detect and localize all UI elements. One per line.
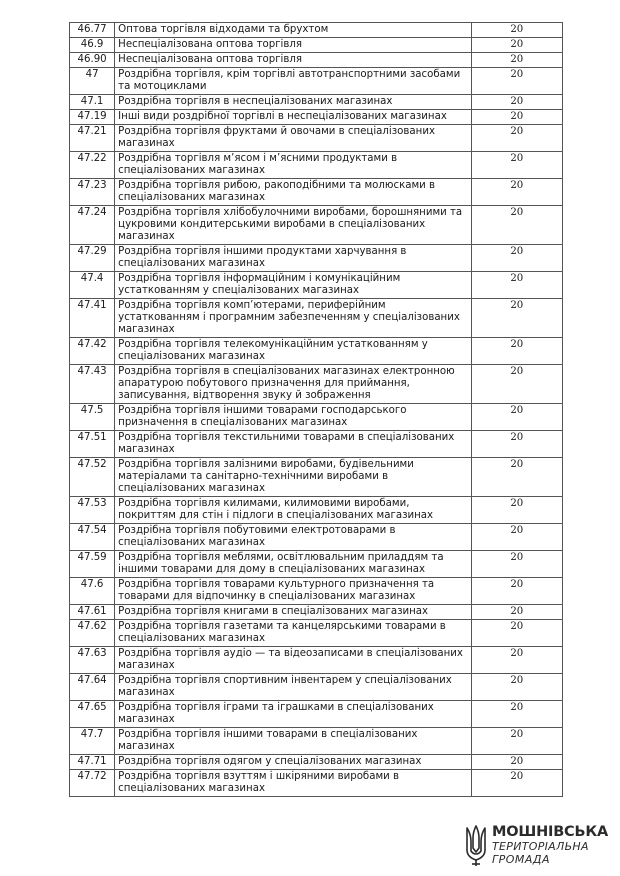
table-row xyxy=(70,365,563,404)
rate-value-cell: 20 xyxy=(471,245,562,272)
table-row xyxy=(70,620,563,647)
activity-code-cell: 47.41 xyxy=(70,299,115,338)
activity-code-cell: 47.29 xyxy=(70,245,115,272)
table-row xyxy=(70,206,563,245)
activity-code-cell: 47.1 xyxy=(70,95,115,110)
activity-code-cell: 47.62 xyxy=(70,620,115,647)
activity-code-cell: 47.53 xyxy=(70,497,115,524)
activity-code-cell: 47.63 xyxy=(70,647,115,674)
rate-value-cell: 20 xyxy=(471,68,562,95)
activity-code-cell: 47.19 xyxy=(70,110,115,125)
activity-code-cell: 47.72 xyxy=(70,770,115,797)
activity-description-cell: Роздрібна торгівля м’ясом і м’ясними продуктами в спеціалізованих магазинах xyxy=(115,152,471,179)
table-row xyxy=(70,179,563,206)
logo-line-2: ТЕРИТОРІАЛЬНА xyxy=(492,840,589,853)
activity-code-cell: 47.4 xyxy=(70,272,115,299)
activity-code-cell: 47.23 xyxy=(70,179,115,206)
activity-code-cell: 47.7 xyxy=(70,728,115,755)
activity-code-cell: 47.59 xyxy=(70,551,115,578)
activity-description-cell: Оптова торгівля відходами та брухтом xyxy=(115,23,471,38)
activity-description-cell: Роздрібна торгівля в неспеціалізованих магазинах xyxy=(115,95,471,110)
table-row xyxy=(70,431,563,458)
rate-value-cell: 20 xyxy=(471,578,562,605)
rate-value-cell: 20 xyxy=(471,755,562,770)
rate-value-cell: 20 xyxy=(471,110,562,125)
table-row xyxy=(70,674,563,701)
table-row xyxy=(70,299,563,338)
rate-value-cell: 20 xyxy=(471,431,562,458)
activity-description-cell: Роздрібна торгівля комп’ютерами, периферійним устаткованням і програмним забезпеченням у спеціалізованих магазинах xyxy=(115,299,471,338)
activity-code-cell: 47.64 xyxy=(70,674,115,701)
activity-description-cell: Роздрібна торгівля товарами культурного призначення та товарами для відпочинку в спеціалізованих магазинах xyxy=(115,578,471,605)
activity-description-cell: Роздрібна торгівля фруктами й овочами в спеціалізованих магазинах xyxy=(115,125,471,152)
activity-description-cell: Роздрібна торгівля спортивним інвентарем у спеціалізованих магазинах xyxy=(115,674,471,701)
activity-description-cell: Роздрібна торгівля іграми та іграшками в спеціалізованих магазинах xyxy=(115,701,471,728)
activity-description-cell: Роздрібна торгівля книгами в спеціалізованих магазинах xyxy=(115,605,471,620)
activity-description-cell: Роздрібна торгівля текстильними товарами в спеціалізованих магазинах xyxy=(115,431,471,458)
rate-value-cell: 20 xyxy=(471,620,562,647)
table-row xyxy=(70,497,563,524)
rate-value-cell: 20 xyxy=(471,605,562,620)
activity-code-cell: 46.9 xyxy=(70,38,115,53)
rate-value-cell: 20 xyxy=(471,38,562,53)
table-row xyxy=(70,38,563,53)
rate-value-cell: 20 xyxy=(471,338,562,365)
activity-description-cell: Роздрібна торгівля килимами, килимовими виробами, покриттям для стін і підлоги в спеціалізованих магазинах xyxy=(115,497,471,524)
table-row xyxy=(70,23,563,38)
activity-description-cell: Роздрібна торгівля іншими товарами господарського призначення в спеціалізованих магазинах xyxy=(115,404,471,431)
table-row xyxy=(70,701,563,728)
rate-value-cell: 20 xyxy=(471,179,562,206)
rate-value-cell: 20 xyxy=(471,647,562,674)
activity-code-cell: 46.90 xyxy=(70,53,115,68)
activity-description-cell: Роздрібна торгівля телекомунікаційним устаткованням у спеціалізованих магазинах xyxy=(115,338,471,365)
activity-description-cell: Роздрібна торгівля іншими товарами в спеціалізованих магазинах xyxy=(115,728,471,755)
table-row xyxy=(70,728,563,755)
activity-description-cell: Роздрібна торгівля одягом у спеціалізованих магазинах xyxy=(115,755,471,770)
activity-code-cell: 46.77 xyxy=(70,23,115,38)
activity-description-cell: Неспеціалізована оптова торгівля xyxy=(115,53,471,68)
activity-code-cell: 47.22 xyxy=(70,152,115,179)
activity-code-cell: 47.54 xyxy=(70,524,115,551)
community-logo xyxy=(464,824,609,868)
table-row xyxy=(70,605,563,620)
activity-code-cell: 47.52 xyxy=(70,458,115,497)
activity-code-cell: 47.65 xyxy=(70,701,115,728)
activity-code-cell: 47.6 xyxy=(70,578,115,605)
activity-description-cell: Роздрібна торгівля аудіо — та відеозаписами в спеціалізованих магазинах xyxy=(115,647,471,674)
rate-value-cell: 20 xyxy=(471,458,562,497)
activity-code-cell: 47.5 xyxy=(70,404,115,431)
table-row xyxy=(70,647,563,674)
activity-codes-table xyxy=(69,22,563,797)
table-row xyxy=(70,404,563,431)
activity-code-cell: 47.51 xyxy=(70,431,115,458)
activity-code-cell: 47.42 xyxy=(70,338,115,365)
table-row xyxy=(70,68,563,95)
table-row xyxy=(70,755,563,770)
rate-value-cell: 20 xyxy=(471,674,562,701)
activity-description-cell: Роздрібна торгівля хлібобулочними виробами, борошняними та цукровими кондитерськими виробами в спеціалізованих магазинах xyxy=(115,206,471,245)
rate-value-cell: 20 xyxy=(471,95,562,110)
table-row xyxy=(70,578,563,605)
activity-code-cell: 47.71 xyxy=(70,755,115,770)
rate-value-cell: 20 xyxy=(471,365,562,404)
table-body xyxy=(70,23,563,797)
activity-description-cell: Роздрібна торгівля іншими продуктами харчування в спеціалізованих магазинах xyxy=(115,245,471,272)
table-row xyxy=(70,245,563,272)
activity-description-cell: Неспеціалізована оптова торгівля xyxy=(115,38,471,53)
activity-description-cell: Роздрібна торгівля, крім торгівлі автотранспортними засобами та мотоциклами xyxy=(115,68,471,95)
table-row xyxy=(70,551,563,578)
activity-description-cell: Інші види роздрібної торгівлі в неспеціалізованих магазинах xyxy=(115,110,471,125)
table-row xyxy=(70,95,563,110)
table-row xyxy=(70,770,563,797)
activity-code-cell: 47.24 xyxy=(70,206,115,245)
activity-description-cell: Роздрібна торгівля газетами та канцелярськими товарами в спеціалізованих магазинах xyxy=(115,620,471,647)
table-row xyxy=(70,458,563,497)
logo-line-3: ГРОМАДА xyxy=(492,853,551,866)
activity-code-cell: 47.43 xyxy=(70,365,115,404)
table-row xyxy=(70,110,563,125)
activity-description-cell: Роздрібна торгівля рибою, ракоподібними та молюсками в спеціалізованих магазинах xyxy=(115,179,471,206)
rate-value-cell: 20 xyxy=(471,125,562,152)
rate-value-cell: 20 xyxy=(471,701,562,728)
rate-value-cell: 20 xyxy=(471,728,562,755)
rate-value-cell: 20 xyxy=(471,299,562,338)
activity-description-cell: Роздрібна торгівля в спеціалізованих магазинах електронною апаратурою побутового призначення для приймання, записування, відтворення звуку й зображення xyxy=(115,365,471,404)
activity-description-cell: Роздрібна торгівля побутовими електротоварами в спеціалізованих магазинах xyxy=(115,524,471,551)
rate-value-cell: 20 xyxy=(471,404,562,431)
rate-value-cell: 20 xyxy=(471,53,562,68)
activity-description-cell: Роздрібна торгівля взуттям і шкіряними виробами в спеціалізованих магазинах xyxy=(115,770,471,797)
rate-value-cell: 20 xyxy=(471,152,562,179)
rate-value-cell: 20 xyxy=(471,497,562,524)
trident-icon xyxy=(464,824,488,868)
table-row xyxy=(70,272,563,299)
activity-code-cell: 47 xyxy=(70,68,115,95)
activity-description-cell: Роздрібна торгівля меблями, освітлювальним приладдям та іншими товарами для дому в спеціалізованих магазинах xyxy=(115,551,471,578)
rate-value-cell: 20 xyxy=(471,551,562,578)
table-row xyxy=(70,125,563,152)
activity-description-cell: Роздрібна торгівля інформаційним і комунікаційним устаткованням у спеціалізованих магазинах xyxy=(115,272,471,299)
rate-value-cell: 20 xyxy=(471,23,562,38)
rate-value-cell: 20 xyxy=(471,206,562,245)
activity-description-cell: Роздрібна торгівля залізними виробами, будівельними матеріалами та санітарно-технічними виробами в спеціалізованих магазинах xyxy=(115,458,471,497)
logo-line-1: МОШНІВСЬКА xyxy=(492,824,609,840)
table-row xyxy=(70,338,563,365)
table-row xyxy=(70,524,563,551)
activity-code-cell: 47.61 xyxy=(70,605,115,620)
table-row xyxy=(70,53,563,68)
rate-value-cell: 20 xyxy=(471,272,562,299)
rate-value-cell: 20 xyxy=(471,770,562,797)
table-row xyxy=(70,152,563,179)
activity-code-cell: 47.21 xyxy=(70,125,115,152)
rate-value-cell: 20 xyxy=(471,524,562,551)
